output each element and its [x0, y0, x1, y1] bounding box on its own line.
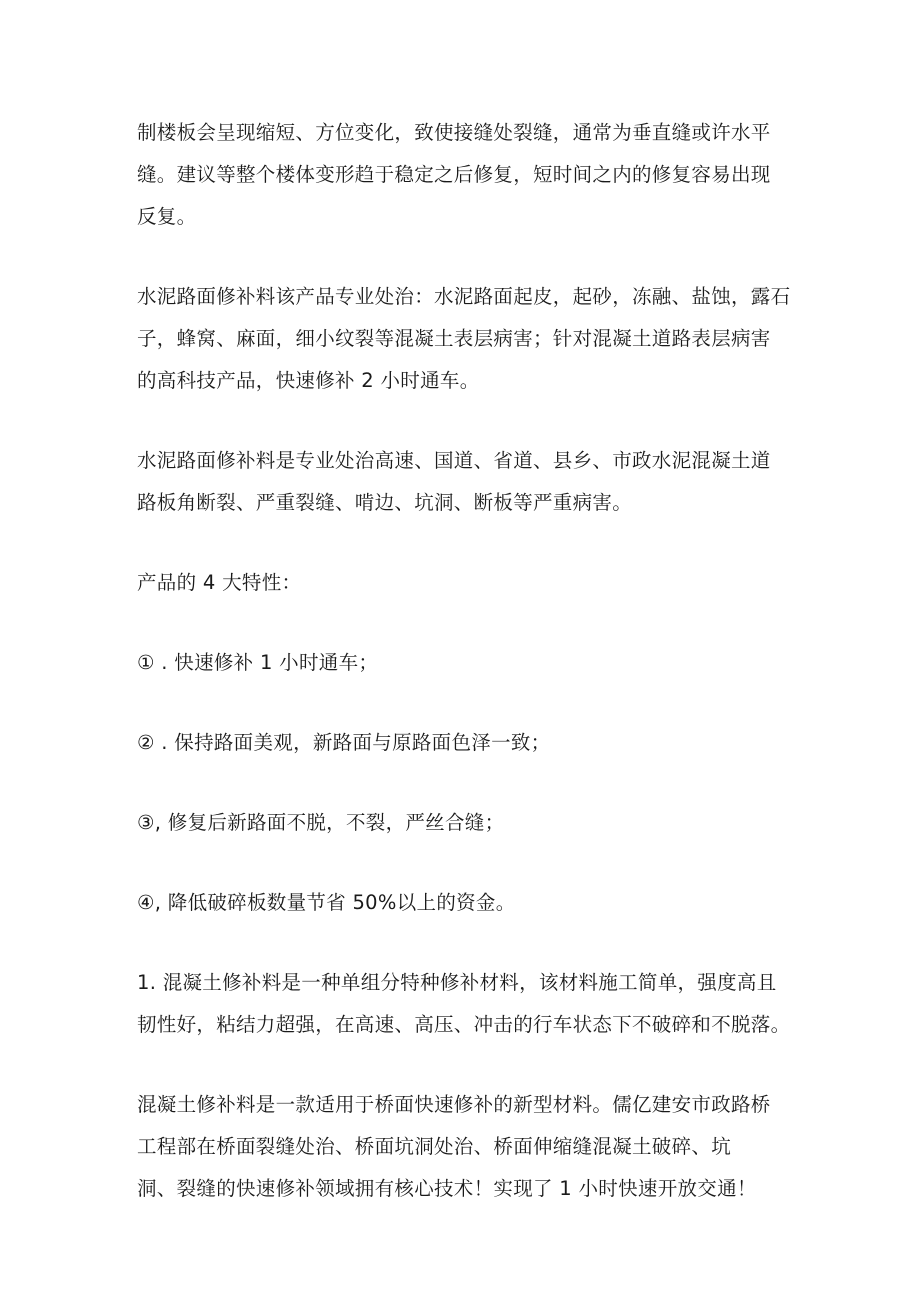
text-line: 韧性好，粘结力超强，在高速、高压、冲击的行车状态下不破碎和不脱落。: [137, 1013, 791, 1036]
text-line: 洞、裂缝的快速修补领域拥有核心技术！实现了 1 小时快速开放交通！: [137, 1177, 757, 1200]
text-line: 路板角断裂、严重裂缝、啃边、坑洞、断板等严重病害。: [137, 491, 633, 514]
text-line: 缝。建议等整个楼体变形趋于稳定之后修复，短时间之内的修复容易出现: [137, 163, 771, 186]
text-line: 产品的 4 大特性：: [137, 571, 302, 594]
text-line: ① . 快速修补 1 小时通车；: [137, 651, 379, 674]
list-item-feature-4: [137, 882, 817, 924]
paragraph-surface-repair: [137, 276, 817, 402]
text-line: 制楼板会呈现缩短、方位变化，致使接缝处裂缝，通常为垂直缝或许水平: [137, 121, 771, 144]
list-item-feature-3: [137, 802, 817, 844]
paragraph-concrete-material: [137, 962, 817, 1046]
paragraph-bridge-repair: [137, 1084, 817, 1210]
text-line: 工程部在桥面裂缝处治、桥面坑洞处治、桥面伸缩缝混凝土破碎、坑: [137, 1135, 732, 1158]
paragraph-features-heading: [137, 562, 817, 604]
list-item-feature-1: [137, 642, 817, 684]
text-line: ② . 保持路面美观，新路面与原路面色泽一致；: [137, 731, 551, 754]
paragraph-floor-slab-repair: [137, 112, 817, 238]
text-line: ④, 降低破碎板数量节省 50%以上的资金。: [137, 891, 516, 914]
text-line: 混凝土修补料是一款适用于桥面快速修补的新型材料。儒亿建安市政路桥: [137, 1093, 771, 1116]
text-line: 水泥路面修补料该产品专业处治：水泥路面起皮，起砂，冻融、盐蚀，露石: [137, 285, 791, 308]
text-line: 水泥路面修补料是专业处治高速、国道、省道、县乡、市政水泥混凝土道: [137, 449, 771, 472]
text-line: 反复。: [137, 205, 197, 228]
paragraph-severe-damage: [137, 440, 817, 524]
text-line: 子，蜂窝、麻面，细小纹裂等混凝土表层病害；针对混凝土道路表层病害: [137, 327, 771, 350]
list-item-feature-2: [137, 722, 817, 764]
text-line: ③, 修复后新路面不脱，不裂，严丝合缝；: [137, 811, 505, 834]
text-line: 的高科技产品，快速修补 2 小时通车。: [137, 369, 480, 392]
document-body: [137, 112, 817, 1248]
text-line: 1. 混凝土修补料是一种单组分特种修补材料，该材料施工简单，强度高且: [137, 971, 777, 994]
